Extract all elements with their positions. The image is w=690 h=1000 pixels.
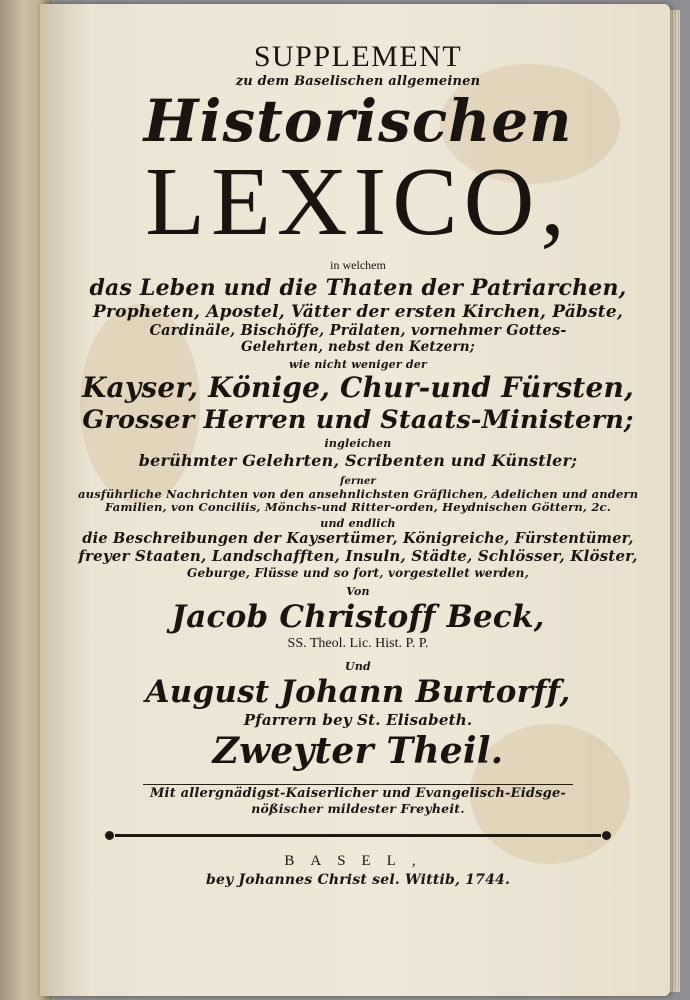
- line-in-welchem: in welchem: [330, 258, 386, 273]
- divider-rule: [143, 784, 573, 785]
- imprint-place: BASEL,: [284, 852, 432, 869]
- line-ferner: ferner: [339, 475, 377, 487]
- subtitle-zu-dem: zu dem Baselischen allgemeinen: [235, 74, 481, 89]
- line-grosser: Grosser Herren und Staats-Ministern;: [82, 405, 634, 436]
- line-von: Von: [346, 584, 370, 598]
- line-ingleichen: ingleichen: [324, 437, 392, 451]
- ornamental-rule: [115, 834, 601, 837]
- line-freyer: freyer Staaten, Landschafften, Insuln, Städte, Schlösser, Klöster,: [78, 547, 638, 566]
- title-historischen: Historischen: [143, 87, 573, 156]
- line-geburge: Geburge, Flüsse und so fort, vorgestellet werden,: [187, 565, 529, 580]
- author-beck-title: SS. Theol. Lic. Hist. P. P.: [287, 635, 429, 651]
- title-text-block: [78, 40, 638, 889]
- line-leben: das Leben und die Thaten der Patriarchen,: [89, 275, 627, 302]
- line-familien: Familien, von Conciliis, Mönchs-und Ritter-orden, Heydnischen Göttern, 2c.: [105, 500, 611, 515]
- privilege-line-1: Mit allergnädigst-Kaiserlicher und Evangelisch-Eidsge-: [149, 785, 567, 801]
- line-und: Und: [345, 660, 371, 674]
- author-buxtorff: August Johann Burtorff,: [145, 674, 571, 711]
- line-cardinale: Cardinäle, Bischöffe, Prälaten, vornehmer Gottes-: [149, 322, 567, 340]
- volume-title: Zweyter Theil.: [212, 730, 504, 773]
- line-propheten: Propheten, Apostel, Vätter der ersten Kirchen, Päbste,: [93, 301, 623, 322]
- line-gelehrten: Gelehrten, nebst den Ketzern;: [241, 339, 475, 356]
- title-lexico: LEXICO,: [145, 148, 571, 257]
- privilege-line-2: nößischer mildester Freyheit.: [251, 800, 465, 816]
- line-und-endlich: und endlich: [320, 517, 396, 531]
- author-buxtorff-title: Pfarrern bey St. Elisabeth.: [243, 710, 473, 729]
- line-ausfuhrliche: ausführliche Nachrichten von den ansehnlichsten Gräflichen, Adelichen und andern: [78, 486, 639, 501]
- author-beck: Jacob Christoff Beck,: [171, 598, 545, 635]
- title-supplement: SUPPLEMENT: [253, 40, 463, 73]
- line-beschreibungen: die Beschreibungen der Kaysertümer, Königreiche, Fürstentümer,: [82, 530, 634, 548]
- line-beruhmter: berühmter Gelehrten, Scribenten und Künstler;: [138, 451, 578, 471]
- line-wie-nicht: wie nicht weniger der: [289, 358, 427, 372]
- imprint-publisher: bey Johannes Christ sel. Wittib, 1744.: [205, 872, 511, 889]
- line-kayser: Kayser, Könige, Chur-und Fürsten,: [82, 371, 634, 405]
